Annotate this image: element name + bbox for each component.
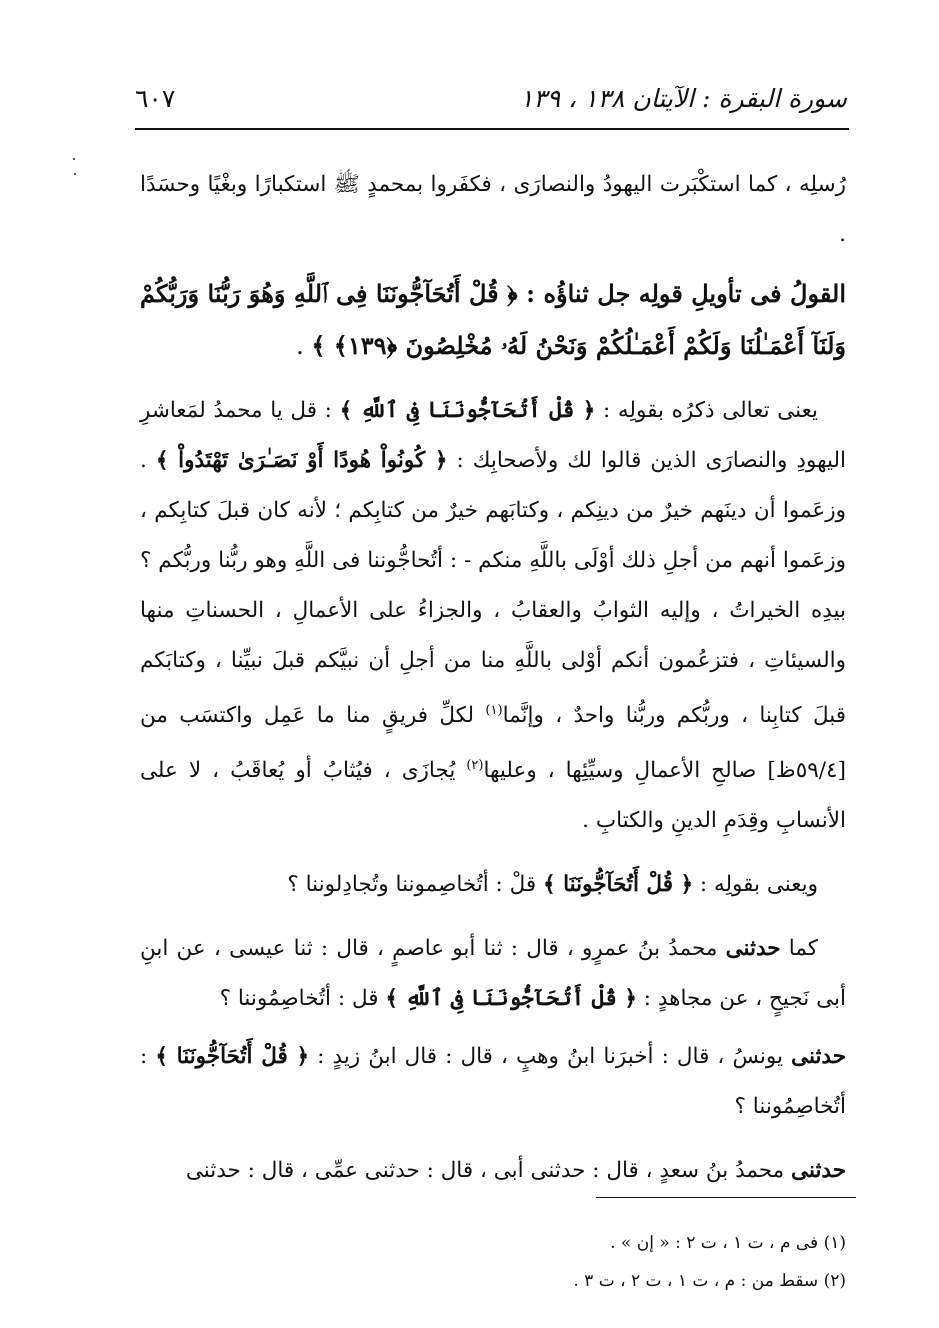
quran-quote: ﴿ قُلْ أَتُحَآجُّونَنَا فِى ٱللَّهِ ﴾: [385, 986, 637, 1012]
footnote-2: (٢) سقط من : م ، ت ١ ، ت ٢ ، ت ٣ .: [573, 1271, 846, 1291]
paragraph: [140, 160, 846, 260]
paragraph: [140, 860, 846, 910]
running-header: [135, 84, 847, 124]
bold-term: حدثنى: [725, 936, 781, 962]
text-run: : أتُخاصِمُوننا ؟: [140, 1044, 846, 1120]
text-run: لكلِّ فريقٍ منا ما عَمِل واكتسَب من [٥٩/٤ظ] صالحِ الأعمالِ وسيِّئِها ، وعليها: [140, 703, 846, 784]
footnotes: [140, 1224, 846, 1300]
paragraph-gap: [140, 372, 846, 386]
bold-term: حدثنى: [791, 1158, 846, 1184]
text-run: محمدُ بنُ سعدٍ ، قال : حدثنى أبى ، قال : حدثنى عمِّى ، قال : حدثنى: [185, 1158, 792, 1184]
quran-quote: ﴿ قُلْ أَتُحَآجُّونَنَا ﴾: [543, 872, 694, 898]
paragraph: [140, 386, 846, 846]
paragraph-gap: [140, 846, 846, 860]
footnote-1: (١) فى م ، ت ١ ، ت ٢ : « إن » .: [610, 1233, 846, 1253]
text-run: قل : أتُخاصِمُوننا ؟: [219, 986, 386, 1012]
quran-quote: ﴿ قُلْ أَتُحَآجُّونَنَا ﴾: [155, 1044, 310, 1070]
scan-speck: [73, 158, 75, 160]
bold-term: القولُ فى تأويلِ قولِه جل ثناؤُه :: [517, 279, 846, 308]
text-run: ويعنى بقولِه :: [693, 872, 818, 898]
text-run: رُسلِه ، كما استكْبَرت اليهودُ والنصارَى ، فكفَروا بمحمدٍ ﷺ استكبارًا وبغْيًا وحسَدًا .: [140, 172, 846, 247]
text-run: : قل يا محمدُ لمَعاشرِ اليهودِ والنصارَى الذين قالوا لك ولأصحابِك :: [140, 398, 846, 473]
footnote-ref: (١): [485, 703, 503, 718]
footnote-rule: [596, 1197, 856, 1198]
paragraph: [140, 924, 846, 1024]
paragraph: [140, 1032, 846, 1132]
paragraph-gap: [140, 910, 846, 924]
page-number: ٦٠٧: [135, 84, 176, 113]
quran-quote: ﴿ كُونُواْ هُودًا أَوْ نَصَـٰرَىٰ تَهْتَدُواْ ﴾: [155, 448, 448, 473]
text-run: محمدُ بنُ عمرٍو ، قال : ثنا أبو عاصمٍ ، قال : ثنا عيسى ، عن ابنِ أبى نَجيحٍ ، عن مجاهدٍ :: [140, 936, 846, 1012]
text-run: يعنى تعالى ذكرُه بقولِه :: [595, 398, 819, 423]
quran-quote: ﴿ قُلْ أَتُحَآجُّونَنَا فِى ٱللَّهِ ﴾: [339, 398, 596, 423]
bold-term: حدثنى: [791, 1044, 846, 1070]
footnote-ref: (٢): [466, 758, 484, 774]
text-run: يونسُ ، قال : أخبرَنا ابنُ وهبٍ ، قال : قال ابنُ زيدٍ :: [309, 1044, 792, 1070]
header-title: سورة البقرة : الآيتان ١٣٨ ، ١٣٩: [519, 84, 847, 113]
text-run: كما: [780, 936, 818, 962]
paragraph-gap: [140, 260, 846, 268]
paragraph: [140, 1146, 846, 1196]
scan-speck: [74, 173, 76, 175]
paragraph-gap: [140, 1024, 846, 1032]
paragraph-gap: [140, 1132, 846, 1146]
quran-quote: ﴿ قُلْ أَتُحَآجُّونَنَا فِى ٱللَّهِ وَهُوَ رَبُّنَا وَرَبُّكُمْ وَلَنَآ أَعْمَـٰلُنَا وَلَكُمْ أَعْمَـٰلُكُمْ وَنَحْنُ لَهُۥ مُخْلِصُونَ ﴿١٣٩﴾ ﴾: [140, 279, 846, 360]
text-run: قلْ : أتُخاصِموننا وتُجادِلوننا ؟: [287, 872, 544, 898]
text-run: .: [296, 332, 312, 360]
paragraph: [140, 268, 846, 372]
main-text: [140, 160, 846, 1196]
header-rule: [135, 128, 849, 130]
text-run: . وزعَموا أن دينَهم خيرٌ من دينِكم ، وكتابَهم خيرٌ من كتابِكم ؛ لأنه كان قبلَ كتابِكم ، وزعَموا أنهم من أجلِ ذلك أوْلَى باللَّهِ منكم - : أتُحاجُّوننا فى اللَّهِ وهو ربُّنا وربُّكم ؟ بيدِه الخيراتُ ، وإليه الثوابُ والعقابُ ، والجزاءُ على الأعمالِ ، الحسناتِ منها والسيئاتِ ، فتزعُمون أنكم أوْلى باللَّهِ منا من أجلِ أن نبيَّكم قبلَ نبيِّنا ، وكتابَكم قبلَ كتابِنا ، وربُّكم وربُّنا واحدٌ ، وإنَّما: [140, 448, 846, 729]
text-run: يُجازَى ، فيُثابُ أو يُعاقَبُ ، لا على الأنسابِ وقِدَمِ الدينِ والكتابِ .: [140, 758, 846, 834]
